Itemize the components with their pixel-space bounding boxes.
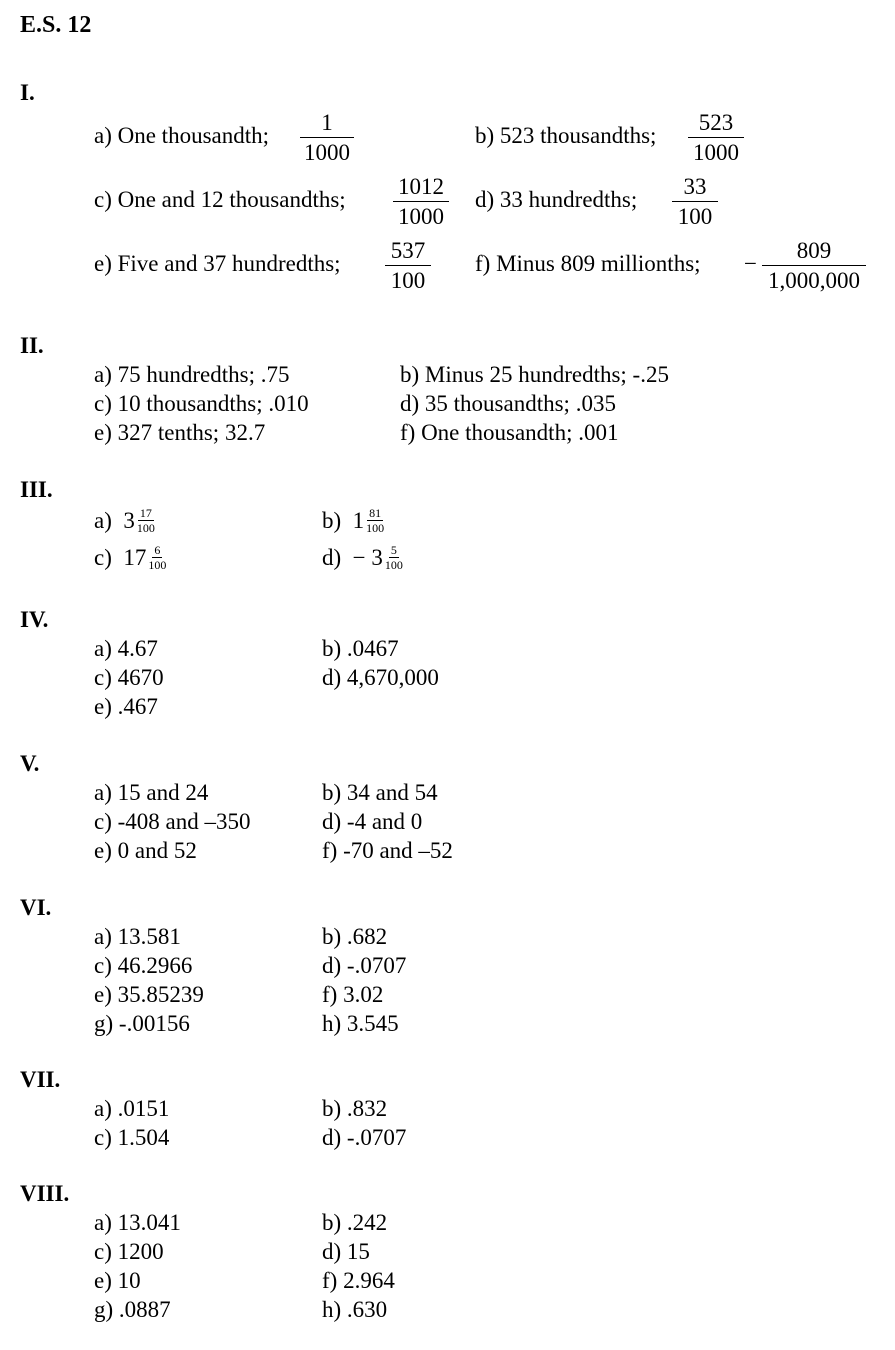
denominator: 1000 — [693, 140, 739, 165]
answer-v-c: c) -408 and –350 — [94, 809, 251, 834]
answer-v-b: b) 34 and 54 — [322, 780, 438, 805]
section-heading-v: V. — [20, 751, 40, 776]
answer-vi-b: b) .682 — [322, 924, 388, 949]
fraction-part: 5 100 — [384, 543, 403, 572]
numerator: 809 — [762, 239, 866, 266]
answer-vi-h: h) 3.545 — [322, 1011, 399, 1036]
answer-vii-d: d) -.0707 — [322, 1125, 407, 1150]
denominator: 1000 — [398, 204, 444, 229]
section-heading-iv: IV. — [20, 607, 49, 632]
answer-vi-g: g) -.00156 — [94, 1011, 190, 1036]
page-title: E.S. 12 — [20, 12, 92, 38]
answer-i-f: f) Minus 809 millionths; — [475, 251, 701, 276]
answer-ii-b: b) Minus 25 hundredths; -.25 — [400, 362, 669, 387]
answer-v-e: e) 0 and 52 — [94, 838, 197, 863]
section-heading-iii: III. — [20, 477, 53, 502]
answer-ii-f: f) One thousandth; .001 — [400, 420, 619, 445]
answer-ii-a: a) 75 hundredths; .75 — [94, 362, 290, 387]
answer-viii-h: h) .630 — [322, 1297, 388, 1322]
answer-vii-c: c) 1.504 — [94, 1125, 170, 1150]
fraction-i-b — [688, 111, 744, 164]
answer-vi-d: d) -.0707 — [322, 953, 407, 978]
answer-ii-d: d) 35 thousandths; .035 — [400, 391, 616, 416]
numerator: 523 — [688, 111, 744, 138]
fraction-part: 81 100 — [366, 506, 385, 535]
answer-iii-a — [94, 506, 155, 535]
section-heading-ii: II. — [20, 333, 44, 358]
whole-part: − 3 — [352, 545, 383, 570]
fraction-part: 6 100 — [148, 543, 167, 572]
answer-vi-e: e) 35.85239 — [94, 982, 204, 1007]
minus-sign: − — [744, 251, 757, 276]
denominator: 100 — [677, 204, 713, 229]
numerator: 33 — [672, 175, 718, 202]
mixed-number — [123, 506, 155, 535]
answer-i-a: a) One thousandth; — [94, 123, 270, 148]
answer-viii-b: b) .242 — [322, 1210, 388, 1235]
whole-part: 3 — [123, 508, 135, 533]
answer-iv-b: b) .0467 — [322, 636, 399, 661]
section-heading-i: I. — [20, 80, 35, 105]
section-heading-vi: VI. — [20, 895, 52, 920]
item-label: d) — [322, 545, 342, 570]
answer-iv-a: a) 4.67 — [94, 636, 158, 661]
answer-viii-a: a) 13.041 — [94, 1210, 181, 1235]
answer-iii-d — [322, 543, 403, 572]
mixed-number — [353, 543, 403, 572]
fraction-i-a — [300, 111, 354, 164]
item-label: b) — [322, 508, 342, 533]
answer-iii-c — [94, 543, 166, 572]
mixed-number — [353, 506, 385, 535]
answer-iv-d: d) 4,670,000 — [322, 665, 439, 690]
denominator: 1,000,000 — [768, 268, 860, 293]
fraction-i-c — [393, 175, 449, 228]
answer-v-d: d) -4 and 0 — [322, 809, 423, 834]
whole-part: 1 — [352, 508, 365, 533]
denominator: 100 — [390, 268, 426, 293]
mixed-number — [123, 543, 166, 572]
answer-i-d: d) 33 hundredths; — [475, 187, 638, 212]
answer-viii-g: g) .0887 — [94, 1297, 171, 1322]
answer-i-e: e) Five and 37 hundredths; — [94, 251, 341, 276]
answer-i-c: c) One and 12 thousandths; — [94, 187, 346, 212]
answer-viii-d: d) 15 — [322, 1239, 370, 1264]
whole-part: 17 — [123, 545, 147, 570]
answer-iii-b — [322, 506, 384, 535]
fraction-part: 17 100 — [136, 506, 155, 535]
fraction-i-e — [385, 239, 431, 292]
answer-viii-c: c) 1200 — [94, 1239, 164, 1264]
numerator: 537 — [385, 239, 431, 266]
numerator: 1 — [300, 111, 354, 138]
answer-iv-e: e) .467 — [94, 694, 158, 719]
answer-iv-c: c) 4670 — [94, 665, 164, 690]
answer-vi-a: a) 13.581 — [94, 924, 181, 949]
item-label: c) — [94, 545, 112, 570]
answer-vi-f: f) 3.02 — [322, 982, 384, 1007]
numerator: 1012 — [393, 175, 449, 202]
answer-ii-c: c) 10 thousandths; .010 — [94, 391, 309, 416]
answer-ii-e: e) 327 tenths; 32.7 — [94, 420, 266, 445]
answer-vii-a: a) .0151 — [94, 1096, 170, 1121]
fraction-i-d — [672, 175, 718, 228]
answer-vii-b: b) .832 — [322, 1096, 388, 1121]
section-heading-vii: VII. — [20, 1067, 61, 1092]
answer-viii-e: e) 10 — [94, 1268, 141, 1293]
denominator: 1000 — [304, 140, 350, 165]
answer-i-b: b) 523 thousandths; — [475, 123, 657, 148]
answer-vi-c: c) 46.2966 — [94, 953, 193, 978]
item-label: a) — [94, 508, 112, 533]
fraction-i-f — [762, 239, 866, 292]
answer-viii-f: f) 2.964 — [322, 1268, 395, 1293]
answer-v-f: f) -70 and –52 — [322, 838, 453, 863]
section-heading-viii: VIII. — [20, 1181, 70, 1206]
answer-v-a: a) 15 and 24 — [94, 780, 209, 805]
